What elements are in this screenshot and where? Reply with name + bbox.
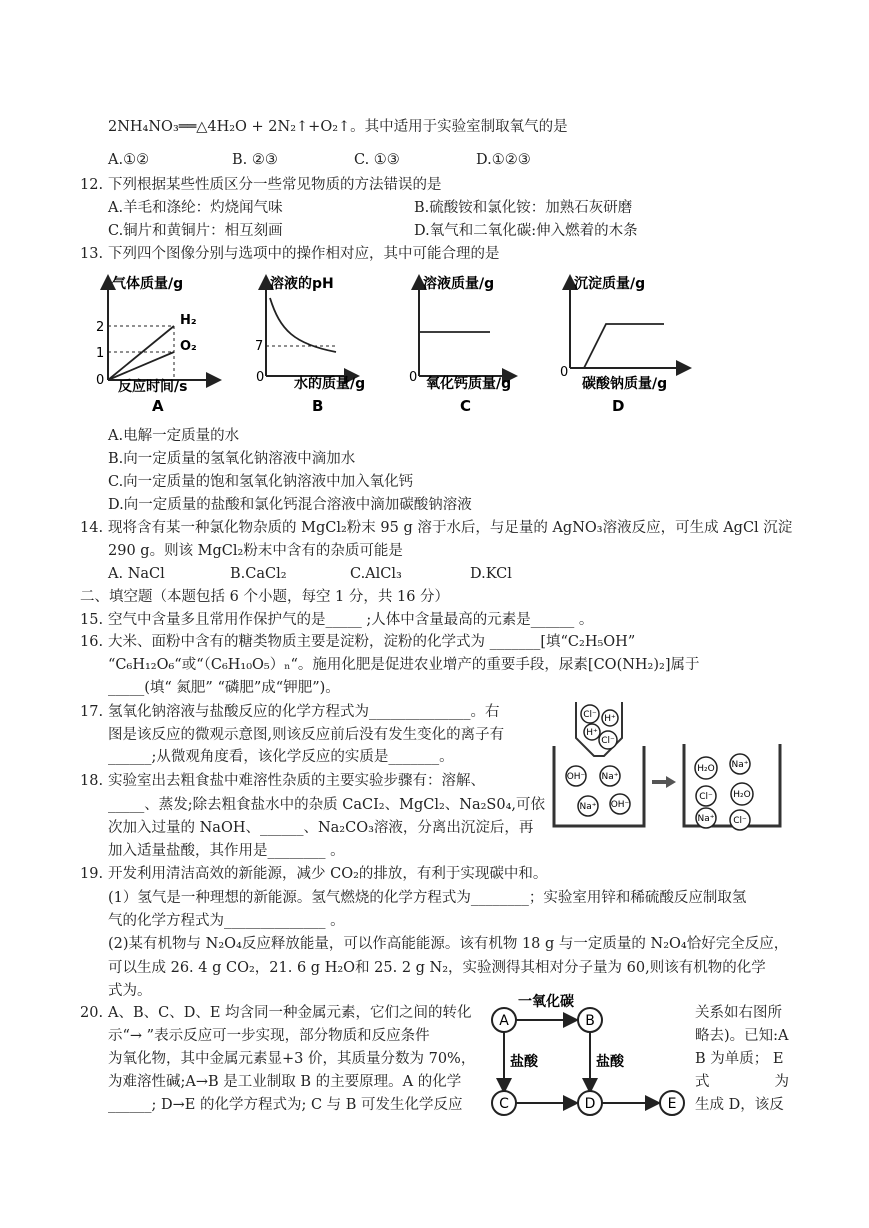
q13-option-b: B.向一定质量的氢氧化钠溶液中滴加水 (108, 451, 356, 467)
ion-before-bottom-0: OH⁻ (566, 772, 586, 782)
q20-line5a: ______; D→E 的化学方程式为; C 与 B 可发生化学反应 (108, 1097, 463, 1113)
graph-a-o2-label: O₂ (180, 339, 197, 354)
q16-line2: “C₆H₁₂O₆“或“（C₆H₁₀O₅）ₙ“。施用化肥是促进农业增产的重要手段，尿素[CO(NH₂)₂]属于 (108, 657, 700, 673)
graph-d-letter: D (612, 397, 625, 415)
q19-line6: 式为。 (108, 983, 152, 999)
graph-d-precipitate-line (584, 324, 664, 368)
q17-line2: 图是该反应的微观示意图,则该反应前后没有发生变化的离子有 (108, 727, 505, 743)
q13-number: 13. (80, 246, 104, 262)
q14-option-a: A. NaCl (108, 566, 165, 582)
graph-b-origin: 0 (256, 370, 265, 385)
q16-line3: _____(填“ 氮肥” “磷肥”成“钾肥”)。 (108, 680, 340, 696)
q19-number: 19. (80, 866, 104, 882)
label-hcl-right: 盐酸 (596, 1054, 624, 1070)
q19-line2: (1）氢气是一种理想的新能源。氢气燃烧的化学方程式为________；实验室用锌和稀硫酸反应制取氢 (108, 890, 747, 906)
graph-b-letter: B (312, 397, 324, 415)
q13-option-a: A.电解一定质量的水 (108, 428, 240, 444)
ion-before-bottom-1: Na⁺ (601, 772, 619, 782)
ion-before-top-3: Cl⁻ (601, 736, 615, 746)
graph-a-origin: 0 (96, 373, 105, 388)
q12-stem: 下列根据某些性质区分一些常见物质的方法错误的是 (108, 177, 442, 193)
q15-number: 15. (80, 612, 104, 628)
q11-option-c: C. ①③ (354, 152, 400, 168)
node-d-label: D (584, 1096, 596, 1112)
graph-d (560, 275, 684, 415)
q16-line1: 大米、面粉中含有的糖类物质主要是淀粉，淀粉的化学式为 _______[填“C₂H₅OH” (108, 634, 636, 650)
q19-line1: 开发利用清洁高效的新能源，减少 CO₂的排放，有利于实现碳中和。 (108, 866, 548, 882)
graph-c-ylabel: 溶液质量/g (423, 276, 495, 292)
q14-number: 14. (80, 520, 104, 536)
ion-before-bottom-2: Na⁺ (579, 802, 597, 812)
ion-after-5: Cl⁻ (733, 816, 747, 826)
q20-line3b: B 为单质； E (695, 1051, 784, 1067)
q11-option-d: D.①②③ (476, 152, 531, 168)
graph-d-xlabel: 碳酸钠质量/g (582, 376, 668, 392)
q14-line1: 现将含有某一种氯化物杂质的 MgCl₂粉末 95 g 溶于水后，与足量的 AgNO₃溶液反应，可生成 AgCl 沉淀 (108, 520, 793, 536)
graph-a-h2-line (108, 326, 174, 380)
ion-after-1: Na⁺ (731, 760, 749, 770)
ion-after-3: H₂O (733, 790, 751, 800)
q11-option-b: B. ②③ (232, 152, 278, 168)
graph-c-origin: 0 (409, 370, 418, 385)
node-a-label: A (499, 1013, 509, 1029)
graph-a (96, 275, 214, 415)
q19-line3: 气的化学方程式为______________ 。 (108, 913, 345, 929)
graph-a-h2-label: H₂ (180, 313, 197, 328)
q19-line4: (2)某有机物与 N₂O₄反应释放能量，可以作高能能源。该有机物 18 g 与一定质量的 N₂O₄恰好完全反应， (108, 936, 789, 952)
reaction-arrow-icon (652, 776, 676, 788)
ion-before-bottom-3: OH⁻ (610, 800, 630, 810)
q13-graphs (96, 268, 696, 418)
q18-line3: 次加入过量的 NaOH、______、Na₂CO₃溶液，分离出沉淀后，再 (108, 820, 534, 836)
q18-number: 18. (80, 773, 104, 789)
graph-a-xlabel: 反应时间/s (118, 379, 188, 395)
q20-line1a: A、B、C、D、E 均含同一种金属元素，它们之间的转化 (108, 1005, 472, 1021)
q14-option-c: C.AlCl₃ (350, 566, 402, 582)
q20-line5b: 生成 D，该反 (695, 1097, 784, 1113)
q13-stem: 下列四个图像分别与选项中的操作相对应，其中可能合理的是 (108, 246, 500, 262)
q20-flow-diagram (484, 990, 690, 1120)
node-c-label: C (499, 1096, 509, 1112)
q11-equation: 2NH₄NO₃══△4H₂O + 2N₂↑+O₂↑。其中适用于实验室制取氧气的是 (108, 119, 568, 135)
graph-a-ylabel: 气体质量/g (112, 276, 184, 292)
q13-option-c: C.向一定质量的饱和氢氧化钠溶液中加入氧化钙 (108, 474, 414, 490)
ion-before-top-1: H⁺ (604, 714, 616, 724)
q14-option-b: B.CaCl₂ (230, 566, 287, 582)
q12-option-a: A.羊毛和涤纶：灼烧闻气味 (108, 200, 283, 216)
q18-line4: 加入适量盐酸，其作用是________ 。 (108, 843, 345, 859)
graph-b-tick-7: 7 (255, 339, 264, 354)
q20-line2a: 示“→ ”表示反应可一步实现，部分物质和反应条件 (108, 1028, 430, 1044)
q12-number: 12. (80, 177, 104, 193)
label-hcl-left: 盐酸 (510, 1054, 538, 1070)
ion-after-2: Cl⁻ (699, 792, 713, 802)
q20-number: 20. (80, 1005, 104, 1021)
q18-line2: _____、蒸发;除去粗食盐水中的杂质 CaCI₂、MgCl₂、Na₂S0₄,可依 (108, 797, 546, 813)
graph-a-tick-2: 2 (96, 320, 105, 335)
q15-text: 空气中含量多且常用作保护气的是_____ ;人体中含量最高的元素是______ 。 (108, 612, 594, 628)
q16-number: 16. (80, 634, 104, 650)
q20-line3a: 为氧化物，其中金属元素显+3 价，其质量分数为 70%， (108, 1051, 476, 1067)
section-2-heading: 二、填空题（本题包括 6 个小题，每空 1 分，共 16 分） (80, 589, 450, 605)
graph-d-origin: 0 (560, 365, 569, 380)
node-e-label: E (667, 1096, 677, 1112)
q20-line4a: 为难溶性碱;A→B 是工业制取 B 的主要原理。A 的化学 (108, 1074, 462, 1090)
graph-c (409, 275, 511, 415)
graph-a-o2-line (108, 352, 174, 380)
q17-line3: ______;从微观角度看，该化学反应的实质是_______。 (108, 749, 454, 765)
q14-line2: 290 g。则该 MgCl₂粉末中含有的杂质可能是 (108, 543, 403, 559)
ion-before-top-0: Cl⁻ (583, 710, 597, 720)
q11-option-a: A.①② (108, 152, 150, 168)
q12-option-b: B.硫酸铵和氯化铵：加熟石灰研磨 (414, 200, 633, 216)
q17-micro-diagram (548, 698, 794, 834)
q20-line4b-part1: 式 (695, 1074, 710, 1090)
q20-line2b: 略去)。已知:A (695, 1028, 789, 1044)
graph-a-letter: A (152, 397, 164, 415)
q14-option-d: D.KCl (470, 566, 512, 582)
graph-d-ylabel: 沉淀质量/g (574, 276, 646, 292)
node-b-label: B (585, 1013, 595, 1029)
ion-before-top-2: H⁺ (586, 728, 598, 738)
q20-line1b: 关系如右图所 (695, 1005, 782, 1021)
graph-c-letter: C (460, 397, 472, 415)
q12-option-c: C.铜片和黄铜片：相互刻画 (108, 223, 283, 239)
graph-b-xlabel: 水的质量/g (294, 376, 366, 392)
ion-after-0: H₂O (697, 764, 715, 774)
graph-b (255, 275, 365, 415)
label-co: 一氧化碳 (518, 994, 574, 1010)
q20-line4b-part2: 为 (774, 1074, 789, 1090)
q17-line1: 氢氧化钠溶液与盐酸反应的化学方程式为______________。右 (108, 704, 500, 720)
q12-option-d: D.氧气和二氧化碳:伸入燃着的木条 (414, 223, 638, 239)
q20-line4b (695, 1072, 789, 1092)
q18-line1: 实验室出去粗食盐中难溶性杂质的主要实验步骤有：溶解、 (108, 773, 485, 789)
q17-number: 17. (80, 704, 104, 720)
ion-after-4: Na⁺ (697, 814, 715, 824)
q13-option-d: D.向一定质量的盐酸和氯化钙混合溶液中滴加碳酸钠溶液 (108, 497, 472, 513)
graph-c-xlabel: 氧化钙质量/g (426, 376, 512, 392)
graph-b-ph-curve (270, 298, 336, 352)
q19-line5: 可以生成 26. 4 g CO₂，21. 6 g H₂O和 25. 2 g N₂，实验测得其相对分子量为 60,则该有机物的化学 (108, 960, 766, 976)
graph-b-ylabel: 溶液的pH (270, 276, 334, 292)
left-beaker (554, 746, 644, 826)
graph-a-tick-1: 1 (96, 346, 105, 361)
